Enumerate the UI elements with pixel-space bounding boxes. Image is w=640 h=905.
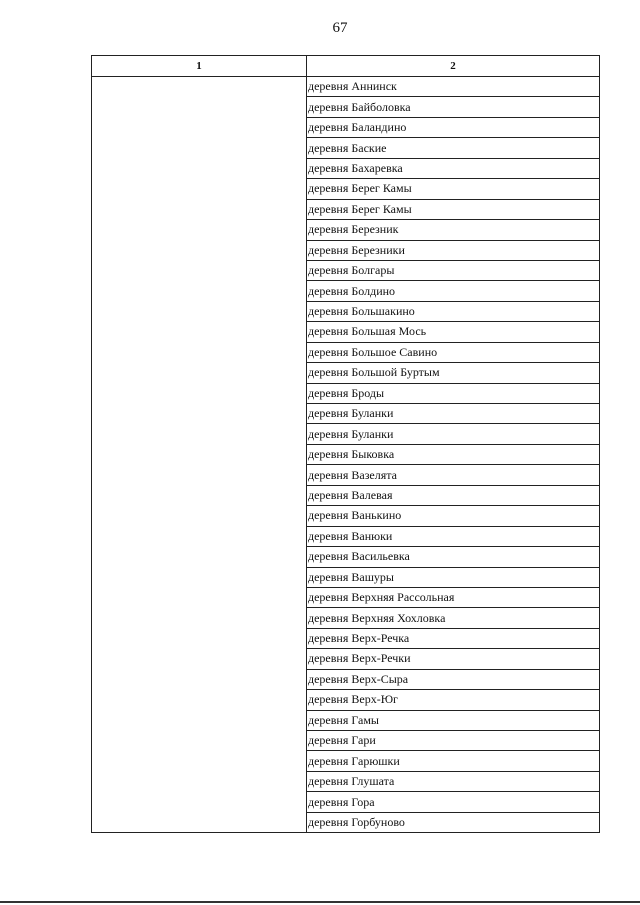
settlement-name-cell: деревня Верх-Сыра <box>307 669 600 689</box>
settlement-name-cell: деревня Буланки <box>307 424 600 444</box>
settlement-name-cell: деревня Ванькино <box>307 506 600 526</box>
column-header-2: 2 <box>307 56 600 77</box>
settlement-name-cell: деревня Большакино <box>307 301 600 321</box>
settlement-name-cell: деревня Глушата <box>307 771 600 791</box>
column-header-1: 1 <box>92 56 307 77</box>
settlement-name-cell: деревня Броды <box>307 383 600 403</box>
page-number: 67 <box>332 20 348 36</box>
settlement-name-cell: деревня Верхняя Рассольная <box>307 587 600 607</box>
settlement-name-cell: деревня Берег Камы <box>307 199 600 219</box>
settlement-name-cell: деревня Гари <box>307 731 600 751</box>
settlement-name-cell: деревня Буланки <box>307 404 600 424</box>
settlement-name-cell: деревня Березники <box>307 240 600 260</box>
settlement-name-cell: деревня Горбуново <box>307 812 600 832</box>
settlement-name-cell: деревня Верхняя Хохловка <box>307 608 600 628</box>
settlement-name-cell: деревня Верх-Речки <box>307 649 600 669</box>
settlement-name-cell: деревня Большое Савино <box>307 342 600 362</box>
table-header-row <box>92 56 600 77</box>
settlement-name-cell: деревня Баские <box>307 138 600 158</box>
settlement-name-cell: деревня Болгары <box>307 260 600 280</box>
settlement-name-cell: деревня Березник <box>307 220 600 240</box>
settlement-name-cell: деревня Большая Мось <box>307 322 600 342</box>
settlement-name-cell: деревня Васильевка <box>307 547 600 567</box>
settlement-name-cell: деревня Валевая <box>307 485 600 505</box>
settlement-name-cell: деревня Аннинск <box>307 77 600 97</box>
settlement-name-cell: деревня Байболовка <box>307 97 600 117</box>
settlement-name-cell: деревня Верх-Речка <box>307 628 600 648</box>
settlement-name-cell: деревня Быковка <box>307 444 600 464</box>
settlements-table <box>91 55 600 833</box>
settlement-name-cell: деревня Гамы <box>307 710 600 730</box>
table-body <box>92 77 600 833</box>
settlement-name-cell: деревня Гора <box>307 792 600 812</box>
settlement-name-cell: деревня Вазелята <box>307 465 600 485</box>
settlement-name-cell: деревня Болдино <box>307 281 600 301</box>
settlement-name-cell: деревня Берег Камы <box>307 179 600 199</box>
settlement-name-cell: деревня Баландино <box>307 117 600 137</box>
settlement-name-cell: деревня Большой Буртым <box>307 363 600 383</box>
bottom-scan-edge <box>0 901 640 903</box>
table-row <box>92 77 600 97</box>
column-1-cell <box>92 77 307 833</box>
settlement-name-cell: деревня Ванюки <box>307 526 600 546</box>
settlement-name-cell: деревня Бахаревка <box>307 158 600 178</box>
settlement-name-cell: деревня Гарюшки <box>307 751 600 771</box>
settlement-name-cell: деревня Верх-Юг <box>307 690 600 710</box>
settlement-name-cell: деревня Вашуры <box>307 567 600 587</box>
